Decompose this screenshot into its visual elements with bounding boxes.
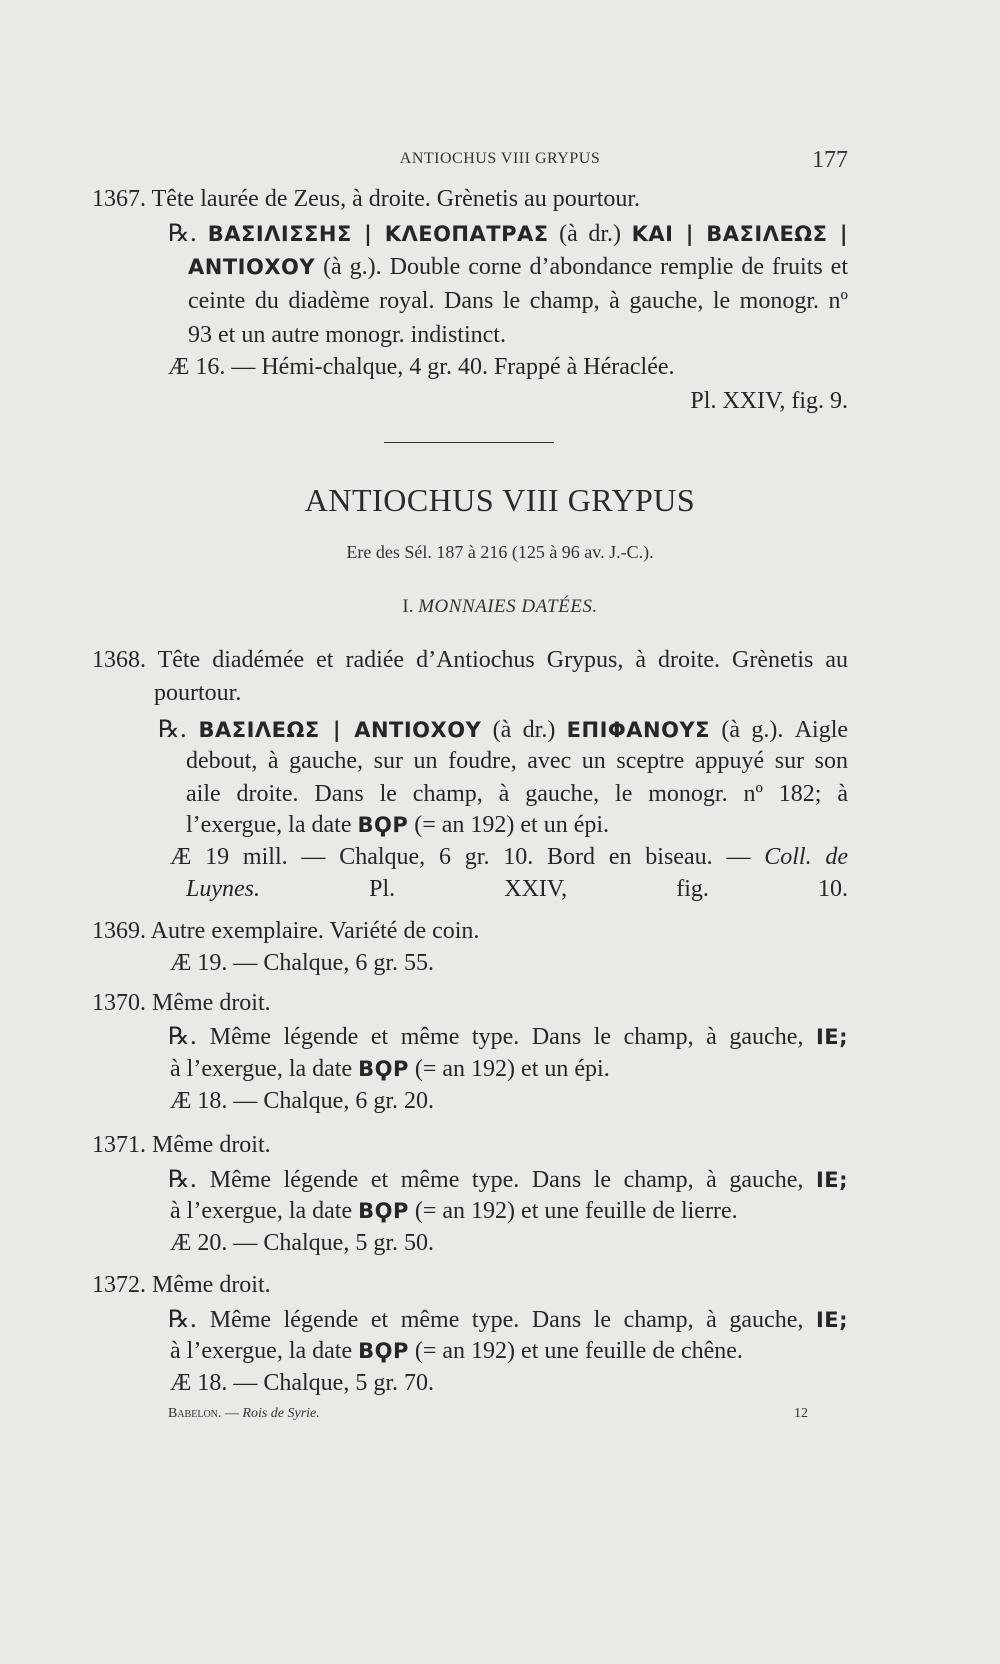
entry-1372-line-4: Æ 18. — Chalque, 5 gr. 70.	[170, 1370, 434, 1396]
entry-1370-line-2	[168, 1021, 848, 1052]
reverse-symbol: ℞.	[168, 1305, 198, 1333]
collection-reference: Coll. de	[764, 844, 849, 870]
greek-legend: ΑΝΤΙΟΧΟΥ	[188, 255, 316, 279]
description-text: (= an 192) et une feuille de chêne.	[414, 1338, 743, 1364]
footer-author: Babelon.	[168, 1406, 222, 1421]
footer-signature-number: 12	[794, 1406, 808, 1421]
footer-signature-line	[168, 1406, 320, 1422]
greek-legend: ΕΠΙΦΑΝΟΥΣ	[566, 718, 710, 742]
chapter-title: ANTIOCHUS VIII GRYPUS	[304, 482, 696, 518]
greek-legend: ΒΑΣΙΛΙΣΣΗΣ | ΚΛΕΟΠΑΤΡΑΣ	[207, 222, 549, 246]
legend-position: (à dr.)	[492, 717, 556, 743]
monogram-legend: ΙΕ;	[815, 1025, 848, 1049]
greek-legend: ΒΑΣΙΛΕΩΣ | ΑΝΤΙΟΧΟΥ	[198, 718, 482, 742]
plate-reference: Pl. XXIV, fig. 10.	[369, 876, 848, 902]
description-text: Même légende et même type. Dans le champ, à gauche,	[209, 1167, 804, 1193]
entry-1367-line-1: 1367. Tête laurée de Zeus, à droite. Grènetis au pourtour.	[92, 186, 641, 212]
reverse-symbol: ℞.	[168, 1022, 198, 1050]
section-heading	[0, 596, 1000, 618]
entry-1367-line-2	[168, 218, 848, 249]
monogram-legend: ΙΕ;	[815, 1168, 848, 1192]
footer-dash: —	[224, 1406, 239, 1421]
section-title: MONNAIES DATÉES.	[418, 596, 598, 617]
entry-1367-line-4: ceinte du diadème royal. Dans le champ, à gauche, le monogr. nº	[188, 288, 848, 314]
description-text: (= an 192) et un épi.	[414, 1056, 610, 1082]
entry-1368-line-8	[186, 874, 848, 904]
reverse-symbol: ℞.	[158, 715, 188, 743]
entry-1368-line-6	[186, 810, 609, 840]
entry-1371-line-4: Æ 20. — Chalque, 5 gr. 50.	[170, 1230, 434, 1256]
entry-1372-line-3	[170, 1336, 743, 1366]
entry-1371-line-1: 1371. Même droit.	[92, 1132, 271, 1158]
entry-1368-line-1: 1368. Tête diadémée et radiée d’Antiochus Grypus, à droite. Grènetis au	[92, 647, 848, 673]
reverse-symbol: ℞.	[168, 219, 198, 247]
description-text: Æ 19 mill. — Chalque, 6 gr. 10. Bord en biseau. —	[170, 844, 751, 870]
entry-1367-line-5: 93 et un autre monogr. indistinct.	[188, 322, 506, 348]
description-text: Même légende et même type. Dans le champ, à gauche,	[209, 1024, 804, 1050]
entry-1370-line-4: Æ 18. — Chalque, 6 gr. 20.	[170, 1088, 434, 1114]
description-text: (= an 192) et une feuille de lierre.	[414, 1198, 738, 1224]
collection-reference: Luynes.	[186, 876, 260, 902]
description-text: à l’exergue, la date	[170, 1198, 353, 1224]
description-text: (à g.). Double corne d’abondance remplie de fruits et	[323, 254, 849, 280]
entry-1368-line-7	[170, 842, 848, 872]
entry-1367-line-6: Æ 16. — Hémi-chalque, 4 gr. 40. Frappé à Héraclée.	[168, 354, 675, 380]
entry-1372-line-1: 1372. Même droit.	[92, 1272, 271, 1298]
entry-1368-line-3	[158, 714, 848, 745]
description-text: l’exergue, la date	[186, 812, 352, 838]
footer-work-title: Rois de Syrie.	[242, 1406, 320, 1421]
entry-1370-line-1: 1370. Même droit.	[92, 990, 271, 1016]
entry-1368-line-5: aile droite. Dans le champ, à gauche, le monogr. nº 182; à	[186, 781, 848, 807]
entry-1369-line-1: 1369. Autre exemplaire. Variété de coin.	[92, 918, 480, 944]
greek-legend: ΚΑΙ | ΒΑΣΙΛΕΩΣ |	[631, 222, 849, 246]
section-number: I.	[402, 596, 414, 617]
entry-1371-line-3	[170, 1196, 738, 1226]
description-text: Même légende et même type. Dans le champ, à gauche,	[209, 1307, 804, 1333]
description-text: à l’exergue, la date	[170, 1338, 353, 1364]
date-legend: ΒϘΡ	[357, 813, 409, 837]
date-legend: ΒϘΡ	[358, 1339, 409, 1363]
entry-1370-line-3	[170, 1054, 610, 1084]
description-text: (= an 192) et un épi.	[414, 812, 610, 838]
entry-1368-line-2: pourtour.	[154, 680, 242, 706]
entry-1369-line-2: Æ 19. — Chalque, 6 gr. 55.	[170, 950, 434, 976]
entry-1372-line-2	[168, 1304, 848, 1335]
entry-1371-line-2	[168, 1164, 848, 1195]
description-text: à l’exergue, la date	[170, 1056, 353, 1082]
section-divider	[384, 442, 554, 443]
date-legend: ΒϘΡ	[358, 1057, 409, 1081]
legend-position: (à dr.)	[559, 221, 621, 247]
monogram-legend: ΙΕ;	[815, 1308, 848, 1332]
entry-1368-line-4: debout, à gauche, sur un foudre, avec un sceptre appuyé sur son	[186, 748, 848, 774]
era-subtitle: Ere des Sél. 187 à 216 (125 à 96 av. J.-C.).	[346, 542, 654, 562]
date-legend: ΒϘΡ	[358, 1199, 409, 1223]
description-text: (à g.). Aigle	[721, 717, 849, 743]
entry-1367-line-3	[188, 252, 848, 282]
entry-1367-plate-reference: Pl. XXIV, fig. 9.	[690, 388, 848, 414]
reverse-symbol: ℞.	[168, 1165, 198, 1193]
page-number: 177	[812, 147, 848, 173]
running-head: ANTIOCHUS VIII GRYPUS	[399, 150, 601, 167]
